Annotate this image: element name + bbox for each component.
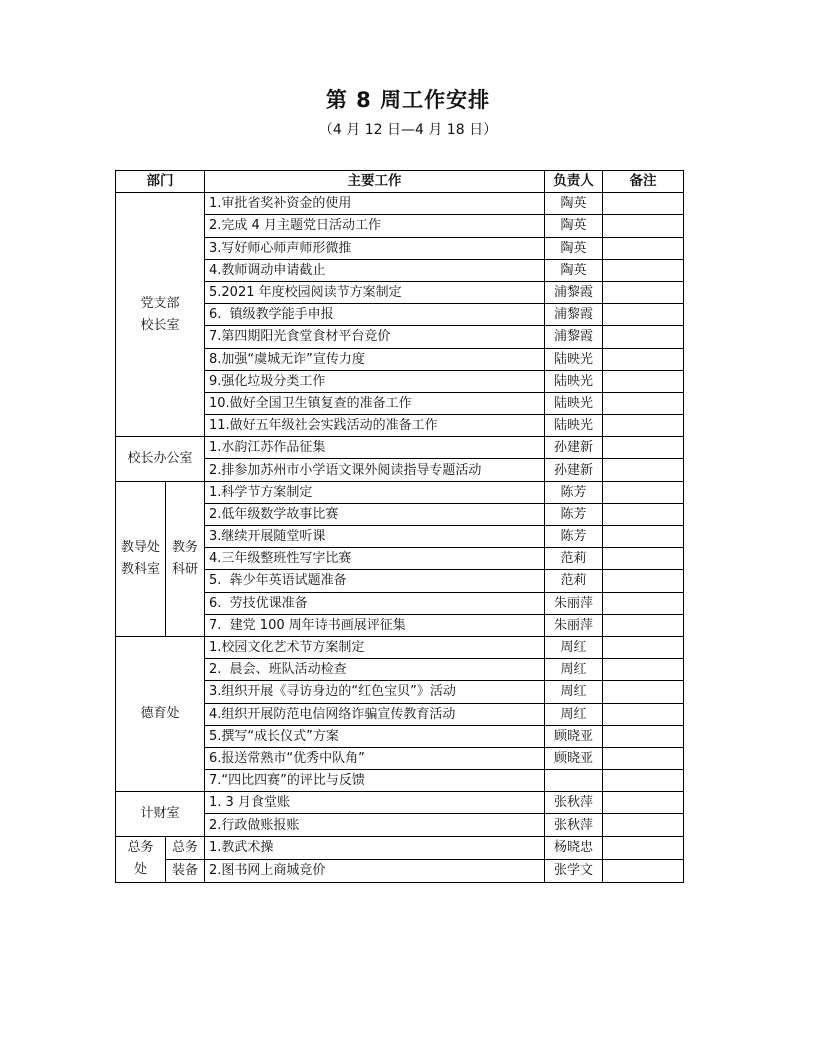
dept-cell-deyu: 德育处 [116, 636, 205, 791]
person-cell: 周红 [545, 681, 603, 703]
task-cell: 5.撰写“成长仪式”方案 [205, 725, 545, 747]
person-cell: 浦黎霞 [545, 281, 603, 303]
note-cell [603, 725, 684, 747]
person-cell: 张秋萍 [545, 792, 603, 814]
person-cell: 范莉 [545, 548, 603, 570]
person-cell: 张秋萍 [545, 814, 603, 836]
note-cell [603, 392, 684, 414]
note-cell [603, 592, 684, 614]
dept-cell-xiaozhang: 校长办公室 [116, 437, 205, 481]
table-row [116, 792, 684, 814]
table-row [116, 193, 684, 215]
person-cell: 陈芳 [545, 526, 603, 548]
table-header-row [116, 171, 684, 193]
task-cell: 4.教师调动申请截止 [205, 259, 545, 281]
task-cell: 10.做好全国卫生镇复查的准备工作 [205, 392, 545, 414]
person-cell: 陶英 [545, 193, 603, 215]
task-cell: 2. 晨会、班队活动检查 [205, 659, 545, 681]
note-cell [603, 215, 684, 237]
dept-cell-dangzhibu: 党支部 校长室 [116, 193, 205, 437]
person-cell: 朱丽萍 [545, 592, 603, 614]
dept-cell-zongwu: 总务 处 [116, 836, 166, 882]
person-cell [545, 770, 603, 792]
note-cell [603, 548, 684, 570]
task-cell: 7.第四期阳光食堂食材平台竞价 [205, 326, 545, 348]
person-cell: 周红 [545, 703, 603, 725]
page-title: 第 8 周工作安排 [325, 88, 491, 112]
dept-cell-zongwu-sub1: 总务 [166, 836, 205, 859]
task-cell: 2.低年级数学故事比赛 [205, 503, 545, 525]
header-note: 备注 [603, 171, 684, 193]
task-cell: 8.加强“虞城无诈”宣传力度 [205, 348, 545, 370]
table-row [116, 836, 684, 859]
note-cell [603, 370, 684, 392]
note-cell [603, 304, 684, 326]
task-cell: 1. 3 月食堂账 [205, 792, 545, 814]
task-cell: 6.报送常熟市“优秀中队角” [205, 747, 545, 769]
person-cell: 陶英 [545, 259, 603, 281]
person-cell: 杨晓忠 [545, 836, 603, 859]
task-cell: 1.审批省奖补资金的使用 [205, 193, 545, 215]
note-cell [603, 281, 684, 303]
person-cell: 陈芳 [545, 503, 603, 525]
person-cell: 陆映光 [545, 392, 603, 414]
note-cell [603, 792, 684, 814]
header-task: 主要工作 [205, 171, 545, 193]
task-cell: 1.校园文化艺术节方案制定 [205, 636, 545, 658]
task-cell: 2.行政做账报账 [205, 814, 545, 836]
note-cell [603, 770, 684, 792]
person-cell: 陆映光 [545, 348, 603, 370]
note-cell [603, 814, 684, 836]
note-cell [603, 859, 684, 882]
note-cell [603, 747, 684, 769]
person-cell: 朱丽萍 [545, 614, 603, 636]
task-cell: 7. 建党 100 周年诗书画展评征集 [205, 614, 545, 636]
note-cell [603, 503, 684, 525]
dept-cell-jicai: 计财室 [116, 792, 205, 836]
note-cell [603, 703, 684, 725]
note-cell [603, 193, 684, 215]
person-cell: 孙建新 [545, 459, 603, 481]
date-range: （4 月 12 日—4 月 18 日） [318, 122, 498, 138]
note-cell [603, 348, 684, 370]
person-cell: 浦黎霞 [545, 326, 603, 348]
note-cell [603, 614, 684, 636]
task-cell: 1.教武术操 [205, 836, 545, 859]
note-cell [603, 636, 684, 658]
note-cell [603, 415, 684, 437]
person-cell: 孙建新 [545, 437, 603, 459]
person-cell: 陆映光 [545, 370, 603, 392]
note-cell [603, 259, 684, 281]
note-cell [603, 570, 684, 592]
header-person: 负责人 [545, 171, 603, 193]
person-cell: 顾晓亚 [545, 747, 603, 769]
dept-cell-zongwu-sub2: 装备 [166, 859, 205, 882]
dept-cell-jiaowu: 教务 科研 [166, 481, 205, 636]
person-cell: 周红 [545, 636, 603, 658]
person-cell: 周红 [545, 659, 603, 681]
note-cell [603, 659, 684, 681]
schedule-table [115, 170, 684, 883]
person-cell: 陶英 [545, 237, 603, 259]
task-cell: 11.做好五年级社会实践活动的准备工作 [205, 415, 545, 437]
task-cell: 6. 镇级教学能手申报 [205, 304, 545, 326]
task-cell: 1.水韵江苏作品征集 [205, 437, 545, 459]
task-cell: 3.继续开展随堂听课 [205, 526, 545, 548]
task-cell: 3.写好师心师声师形微推 [205, 237, 545, 259]
task-cell: 4.组织开展防范电信网络诈骗宣传教育活动 [205, 703, 545, 725]
person-cell: 范莉 [545, 570, 603, 592]
task-cell: 5. 犇少年英语试题准备 [205, 570, 545, 592]
person-cell: 张学文 [545, 859, 603, 882]
note-cell [603, 836, 684, 859]
note-cell [603, 326, 684, 348]
task-cell: 5.2021 年度校园阅读节方案制定 [205, 281, 545, 303]
person-cell: 陈芳 [545, 481, 603, 503]
note-cell [603, 459, 684, 481]
person-cell: 顾晓亚 [545, 725, 603, 747]
table-row [116, 636, 684, 658]
person-cell: 陆映光 [545, 415, 603, 437]
table-row [116, 437, 684, 459]
task-cell: 2.完成 4 月主题党日活动工作 [205, 215, 545, 237]
person-cell: 浦黎霞 [545, 304, 603, 326]
header-dept: 部门 [116, 171, 205, 193]
task-cell: 2.图书网上商城竞价 [205, 859, 545, 882]
task-cell: 4.三年级整班性写字比赛 [205, 548, 545, 570]
task-cell: 1.科学节方案制定 [205, 481, 545, 503]
note-cell [603, 526, 684, 548]
table-row [116, 859, 684, 882]
note-cell [603, 681, 684, 703]
task-cell: 2.排参加苏州市小学语文课外阅读指导专题活动 [205, 459, 545, 481]
note-cell [603, 237, 684, 259]
task-cell: 3.组织开展《寻访身边的“红色宝贝”》活动 [205, 681, 545, 703]
task-cell: 6. 劳技优课准备 [205, 592, 545, 614]
dept-cell-jiaodao: 教导处 教科室 [116, 481, 166, 636]
task-cell: 7.“四比四赛”的评比与反馈 [205, 770, 545, 792]
table-row [116, 481, 684, 503]
note-cell [603, 437, 684, 459]
task-cell: 9.强化垃圾分类工作 [205, 370, 545, 392]
note-cell [603, 481, 684, 503]
person-cell: 陶英 [545, 215, 603, 237]
